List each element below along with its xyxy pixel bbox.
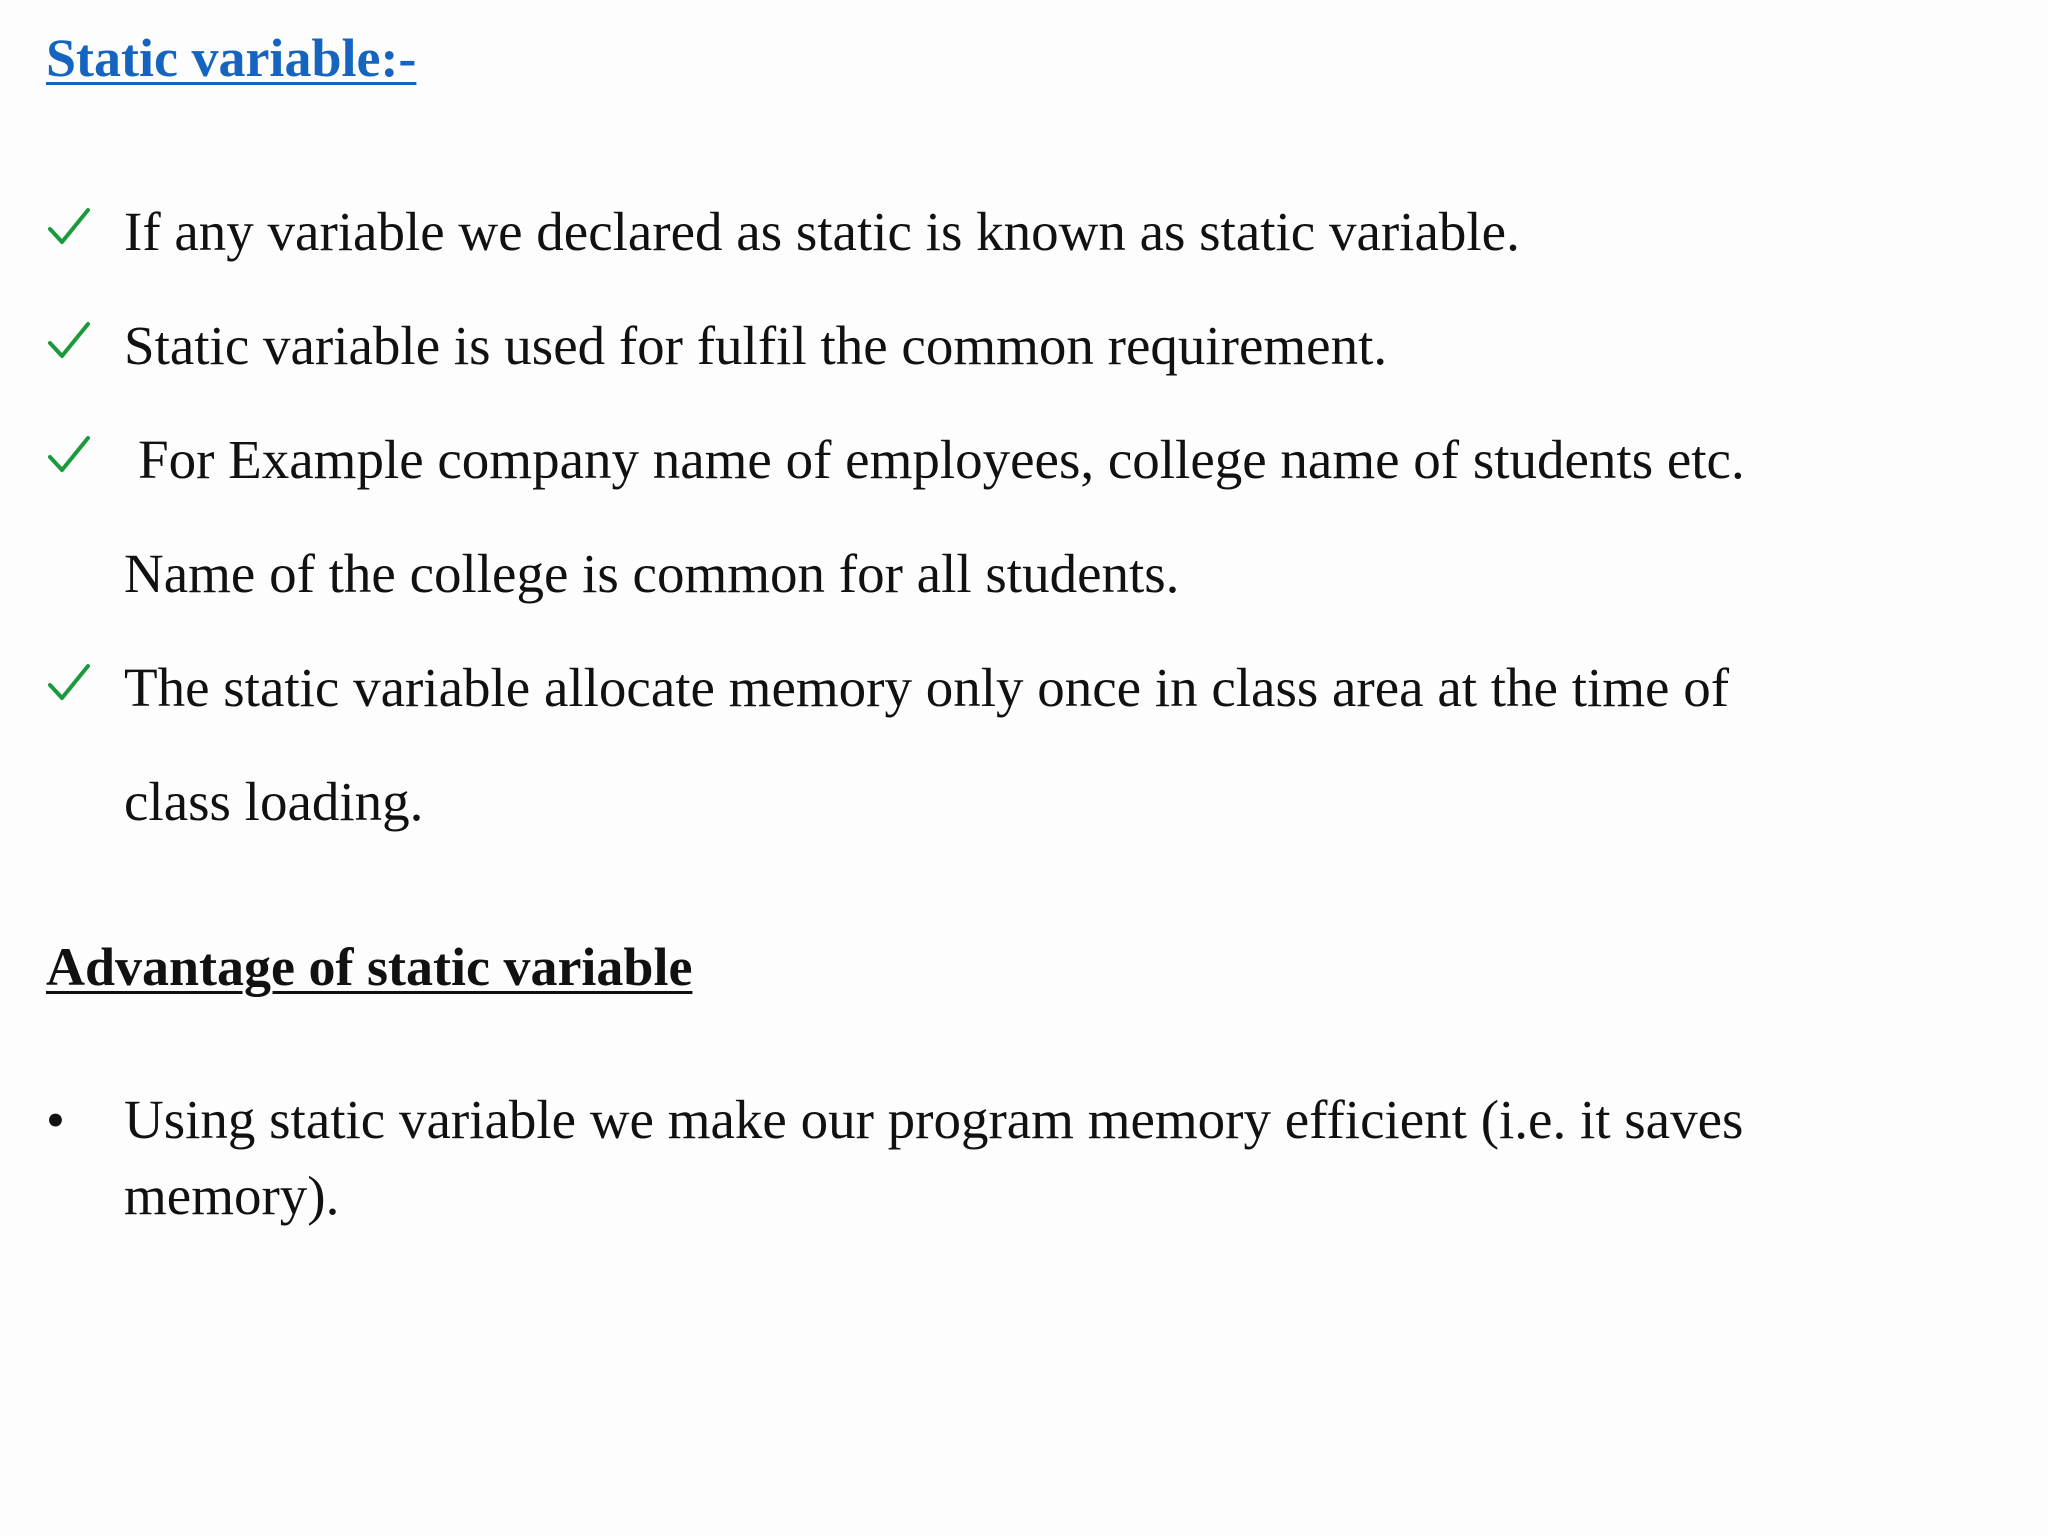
advantage-text: memory).: [124, 1165, 340, 1226]
checkmark-icon: [44, 202, 94, 252]
point-text: Static variable is used for fulfil the common requirement.: [124, 315, 1388, 376]
advantage-text: Using static variable we make our program memory efficient (i.e. it saves: [124, 1089, 1744, 1150]
list-item: [0, 314, 2048, 378]
checkmark-icon: [44, 658, 94, 708]
point-text: class loading.: [124, 771, 424, 832]
list-item-continuation: [0, 770, 2048, 834]
checkmark-icon: [44, 430, 94, 480]
list-item-continuation: [0, 542, 2048, 606]
list-item: [0, 656, 2048, 720]
point-text: If any variable we declared as static is known as static variable.: [124, 201, 1520, 262]
advantage-heading: Advantage of static variable: [46, 937, 693, 997]
static-variable-heading: Static variable:-: [46, 28, 417, 88]
point-text: The static variable allocate memory only once in class area at the time of: [124, 657, 1730, 718]
list-item: [0, 428, 2048, 492]
advantage-item-continuation: [0, 1164, 2048, 1228]
point-text: Name of the college is common for all students.: [124, 543, 1180, 604]
list-item: [0, 200, 2048, 264]
advantage-item: [0, 1088, 2048, 1152]
point-text: For Example company name of employees, college name of students etc.: [138, 429, 1745, 490]
bullet-icon: •: [46, 1090, 65, 1150]
checkmark-icon: [44, 316, 94, 366]
